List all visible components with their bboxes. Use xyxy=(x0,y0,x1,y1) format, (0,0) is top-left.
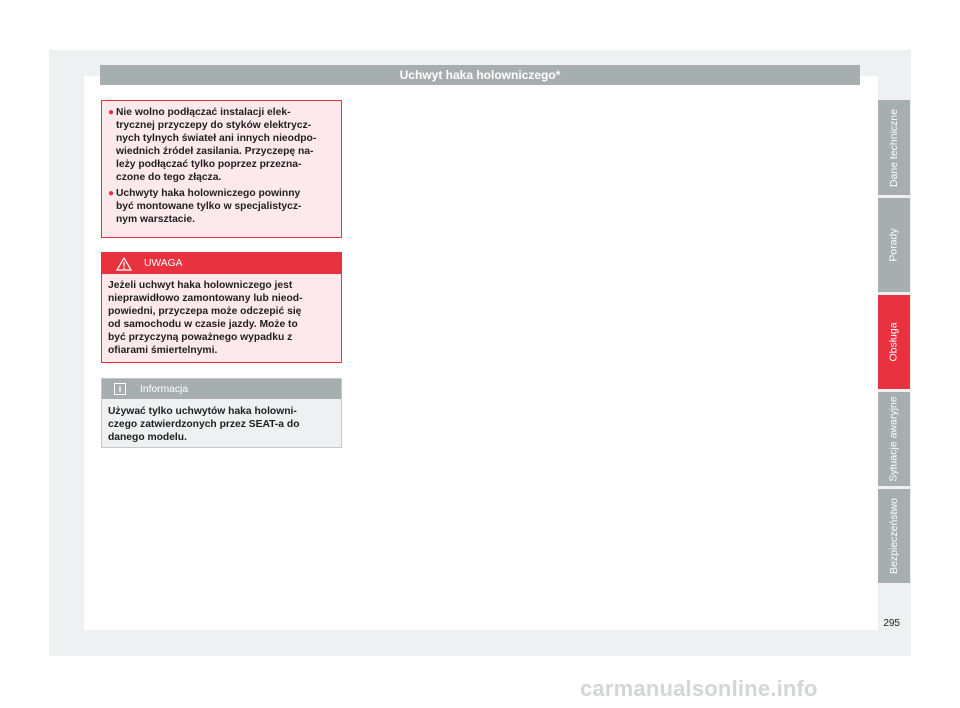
text-line: danego modelu. xyxy=(108,432,187,444)
uwaga-text xyxy=(102,274,341,363)
tab-label: Obsługa xyxy=(888,322,901,362)
tab-label: Dane techniczne xyxy=(888,108,900,187)
text-line: czego zatwierdzonych przez SEAT-a do xyxy=(108,419,300,431)
tab-sytuacje-awaryjne[interactable] xyxy=(878,392,910,486)
text-line: nych tylnych świateł ani innych nieodpo- xyxy=(116,133,317,145)
warning-item-text xyxy=(116,106,316,185)
uwaga-title: UWAGA xyxy=(144,258,183,269)
info-box xyxy=(101,378,342,448)
uwaga-header xyxy=(102,253,341,274)
tab-obsluga[interactable] xyxy=(878,295,910,389)
text-line: być przyczyną poważnego wypadku z xyxy=(108,332,293,344)
text-line: od samochodu w czasie jazdy. Może to xyxy=(108,319,298,331)
text-line: Uchwyty haka holowniczego powinny xyxy=(116,187,301,199)
text-line: powiedni, przyczepa może odczepić się xyxy=(108,306,302,318)
text-line: być montowane tylko w specjalistycz- xyxy=(116,200,302,212)
uwaga-box xyxy=(101,252,342,363)
info-icon: i xyxy=(114,383,126,395)
page-number: 295 xyxy=(883,618,900,629)
text-line: Jeżeli uchwyt haka holowniczego jest xyxy=(108,280,293,291)
warning-item-text xyxy=(116,187,301,226)
tab-label: Bezpieczeństwo xyxy=(888,498,900,574)
tab-bezpieczenstwo[interactable] xyxy=(878,489,910,583)
text-line: leży podłączać tylko poprzez przezna- xyxy=(116,159,302,171)
info-header xyxy=(102,379,341,399)
bullet-icon: ● xyxy=(108,107,115,118)
warning-item xyxy=(108,187,335,226)
bullet-icon: ● xyxy=(108,187,115,199)
text-line: nieprawidłowo zamontowany lub nieod- xyxy=(108,293,303,305)
text-line: wiednich źródeł zasilania. Przyczepę na- xyxy=(116,146,314,158)
text-line: nym warsztacie. xyxy=(116,213,195,225)
text-line: Używać tylko uchwytów haka holowni- xyxy=(108,406,297,417)
text-line: ofiarami śmiertelnymi. xyxy=(108,345,218,357)
warning-box xyxy=(101,100,342,238)
text-line: czone do tego złącza. xyxy=(116,172,222,184)
tab-porady[interactable] xyxy=(878,198,910,292)
tab-dane-techniczne[interactable] xyxy=(878,100,910,195)
text-line: Nie wolno podłączać instalacji elek- xyxy=(116,107,291,118)
text-line: trycznej przyczepy do styków elektrycz- xyxy=(116,120,312,132)
warning-triangle-icon xyxy=(116,257,132,271)
tab-label: Porady xyxy=(888,228,900,262)
info-text xyxy=(102,399,341,450)
info-title: Informacja xyxy=(140,383,189,395)
tab-label: Sytuacje awaryjne xyxy=(888,396,900,482)
page-title: Uchwyt haka holowniczego* xyxy=(100,65,860,85)
watermark: carmanualsonline.info xyxy=(580,676,818,701)
warning-item xyxy=(108,106,335,185)
